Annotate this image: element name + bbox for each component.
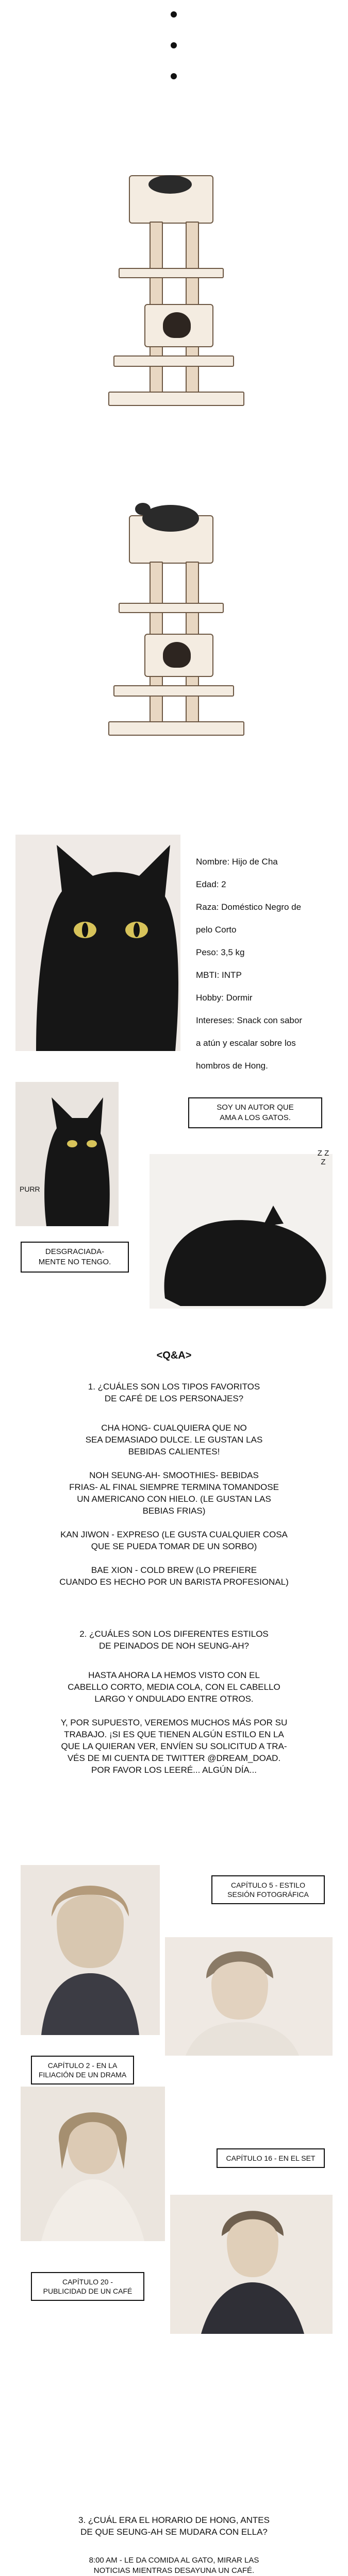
author-bubble: SOY UN AUTOR QUE AMA A LOS GATOS.	[188, 1097, 322, 1128]
answer-2: HASTA AHORA LA HEMOS VISTO CON EL CABELLO CORTO, MEDIA COLA, CON EL CABELLO LARGO Y ONDULADO ENTRE OTROS. Y, POR SUPUESTO, VEREMOS MUCHOS MÁS POR SU TRABAJO. ¡SI ES QUE TIENEN ALGÚN ESTILO EN LA QUE LA QUIERAN VER, ENVÍEN SU SOLICITUD A TRA- VÉS DE MI CUENTA DE TWITTER @DREAM_DOAD. POR FAVOR LOS LEERÉ... ALGÚN DÍA...	[60, 1670, 288, 1775]
question-2: 2. ¿CUÁLES SON LOS DIFERENTES ESTILOS DE PEINADOS DE NOH SEUNG-AH?	[79, 1629, 269, 1651]
profile-line: hombros de Hong.	[196, 1061, 268, 1071]
cave-hole	[163, 312, 191, 338]
answer-1: CHA HONG- CUALQUIERA QUE NO SEA DEMASIADO DULCE. LE GUSTAN LAS BEBIDAS CALIENTES! NOH SEUNG-AH- SMOOTHIES- BEBIDAS FRIAS- AL FINAL SIEMPRE TERMINA TOMANDOSE UN AMERICANO CON HIELO. (LE GUSTAN LAS BEBIAS FRIAS) KAN JIWON - EXPRESO (LE GUSTA CUALQUIER COSA QUE SE PUEDA TOMAR DE UN SORBO) BAE XION - COLD BREW (LO PREFIERE CUANDO ES HECHO POR UN BARISTA PROFESIONAL)	[59, 1423, 289, 1587]
cat-tree-platform	[119, 268, 224, 278]
profile-line: Intereses: Snack con sabor	[196, 1015, 303, 1025]
character-figure-icon	[21, 1865, 160, 2035]
cat-tree-platform	[119, 603, 224, 613]
character-figure-icon	[170, 2195, 333, 2334]
black-cat-lying-icon	[150, 1154, 333, 1309]
answer-3: 8:00 AM - LE DA COMIDA AL GATO, MIRAR LAS NOTICIAS MIENTRAS DESAYUNA UN CAFÉ.	[89, 2556, 259, 2575]
cave-hole	[163, 642, 191, 668]
chapter-20-label: CAPÍTULO 20 - PUBLICIDAD DE UN CAFÉ	[31, 2272, 144, 2301]
profile-line: Nombre: Hijo de Cha	[196, 857, 278, 867]
profile-line: Peso: 3,5 kg	[196, 947, 245, 957]
profile-line: Hobby: Dormir	[196, 993, 253, 1003]
cat-tree-platform	[113, 355, 234, 367]
cat-tree-base	[108, 721, 244, 736]
character-figure-icon	[21, 2087, 165, 2241]
cat-profile-text	[196, 845, 335, 1083]
black-cat-icon	[15, 835, 180, 1051]
cat-ear-icon	[135, 503, 151, 515]
chapter-5-label: CAPÍTULO 5 - ESTILO SESIÓN FOTOGRÁFICA	[211, 1875, 325, 1904]
cat-lying-panel	[150, 1154, 333, 1309]
profile-line: Raza: Doméstico Negro de	[196, 902, 302, 912]
cat-portrait	[15, 835, 180, 1051]
unfortunately-bubble: DESGRACIADA- MENTE NO TENGO.	[21, 1242, 129, 1273]
portrait-cafe	[170, 2195, 333, 2334]
separator-dot	[171, 11, 177, 18]
profile-line: Edad: 2	[196, 879, 226, 889]
portrait-drama	[165, 1937, 333, 2056]
portrait-photoshoot	[21, 1865, 160, 2035]
portrait-set	[21, 2087, 165, 2241]
question-1: 1. ¿CUÁLES SON LOS TIPOS FAVORITOS DE CAFÉ DE LOS PERSONAJES?	[88, 1382, 260, 1403]
cushion-icon	[148, 175, 192, 194]
purr-text: PURR	[20, 1185, 40, 1193]
profile-line: a atún y escalar sobre los	[196, 1038, 296, 1048]
black-cat-sitting-icon	[15, 1082, 119, 1226]
character-figure-icon	[165, 1937, 333, 2056]
cat-sleeping-icon	[142, 505, 199, 532]
separator-dot	[171, 73, 177, 79]
cat-tree-panel-empty	[15, 155, 333, 412]
cat-closeup-panel	[15, 1082, 119, 1226]
chapter-2-label: CAPÍTULO 2 - EN LA FILIACIÓN DE UN DRAMA	[31, 2056, 134, 2084]
cat-tree-platform	[113, 685, 234, 697]
zzz-text: Z Z Z	[317, 1149, 329, 1166]
profile-line: pelo Corto	[196, 925, 237, 935]
question-3: 3. ¿CUÁL ERA EL HORARIO DE HONG, ANTES DE QUE SEUNG-AH SE MUDARA CON ELLA?	[78, 2515, 270, 2537]
qa-title: <Q&A>	[156, 1350, 192, 1361]
chapter-16-label: CAPÍTULO 16 - EN EL SET	[217, 2148, 325, 2168]
profile-line: MBTI: INTP	[196, 970, 242, 980]
cat-tree-base	[108, 392, 244, 406]
cat-tree-panel-with-cat	[15, 484, 333, 742]
separator-dot	[171, 42, 177, 48]
